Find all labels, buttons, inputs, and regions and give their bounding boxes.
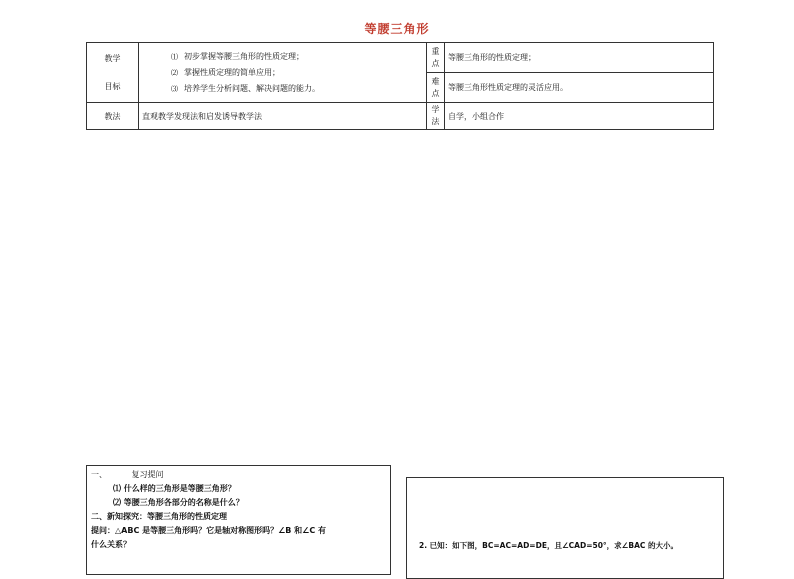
study-text: 自学，小组合作 bbox=[445, 103, 714, 130]
method-label: 教法 bbox=[87, 103, 139, 130]
key-label-1: 重 bbox=[431, 46, 440, 56]
goal-number: ⑴ bbox=[171, 52, 178, 61]
exercise-question: 2. 已知：如下图，BC=AC=AD=DE，且∠CAD=50°，求∠BAC 的大小。 bbox=[419, 541, 679, 550]
inquiry-question-cont: 什么关系？ bbox=[91, 540, 131, 549]
goal-item bbox=[171, 49, 423, 65]
table-row bbox=[87, 103, 714, 130]
section1-title: 复习提问 bbox=[131, 470, 164, 479]
key-point-text: 等腰三角形的性质定理； bbox=[445, 43, 714, 73]
goal-number: ⑵ bbox=[171, 68, 178, 77]
study-label bbox=[427, 103, 445, 130]
difficulty-text: 等腰三角形性质定理的灵活应用。 bbox=[445, 73, 714, 103]
section2-heading: 二、新知探究：等腰三角形的性质定理 bbox=[91, 512, 227, 521]
diff-label-2: 点 bbox=[431, 88, 440, 98]
study-label-2: 法 bbox=[431, 117, 440, 126]
diff-label-1: 难 bbox=[431, 76, 440, 86]
goal-text: 培养学生分析问题、解决问题的能力。 bbox=[184, 83, 320, 93]
section1-heading bbox=[91, 468, 386, 482]
goal-item bbox=[171, 81, 423, 97]
difficulty-label bbox=[427, 73, 445, 103]
study-label-1: 学 bbox=[431, 105, 440, 114]
review-question-2: ⑵ 等腰三角形各部分的名称是什么？ bbox=[113, 498, 244, 507]
exercise-box bbox=[406, 477, 724, 579]
inquiry-question: 提问：△ABC 是等腰三角形吗？它是轴对称图形吗？∠B 和∠C 有 bbox=[91, 526, 326, 535]
goals-cell bbox=[139, 43, 427, 103]
goal-item bbox=[171, 65, 423, 81]
section1-number: 一、 bbox=[91, 470, 107, 479]
review-question-1: ⑴ 什么样的三角形是等腰三角形？ bbox=[113, 484, 236, 493]
goals-label-b: 目标 bbox=[104, 81, 121, 91]
key-label-2: 点 bbox=[431, 58, 440, 68]
page-title: 等腰三角形 bbox=[364, 22, 430, 36]
key-point-label bbox=[427, 43, 445, 73]
goals-label-a: 教学 bbox=[104, 53, 121, 63]
table-row bbox=[87, 43, 714, 73]
goals-label-cell bbox=[87, 43, 139, 103]
method-text: 直观教学发现法和启发诱导教学法 bbox=[139, 103, 427, 130]
goal-text: 初步掌握等腰三角形的性质定理； bbox=[184, 51, 304, 61]
goal-number: ⑶ bbox=[171, 84, 178, 93]
lesson-plan-table bbox=[86, 42, 714, 130]
review-section-box bbox=[86, 465, 391, 575]
goal-text: 掌握性质定理的简单应用； bbox=[184, 67, 280, 77]
